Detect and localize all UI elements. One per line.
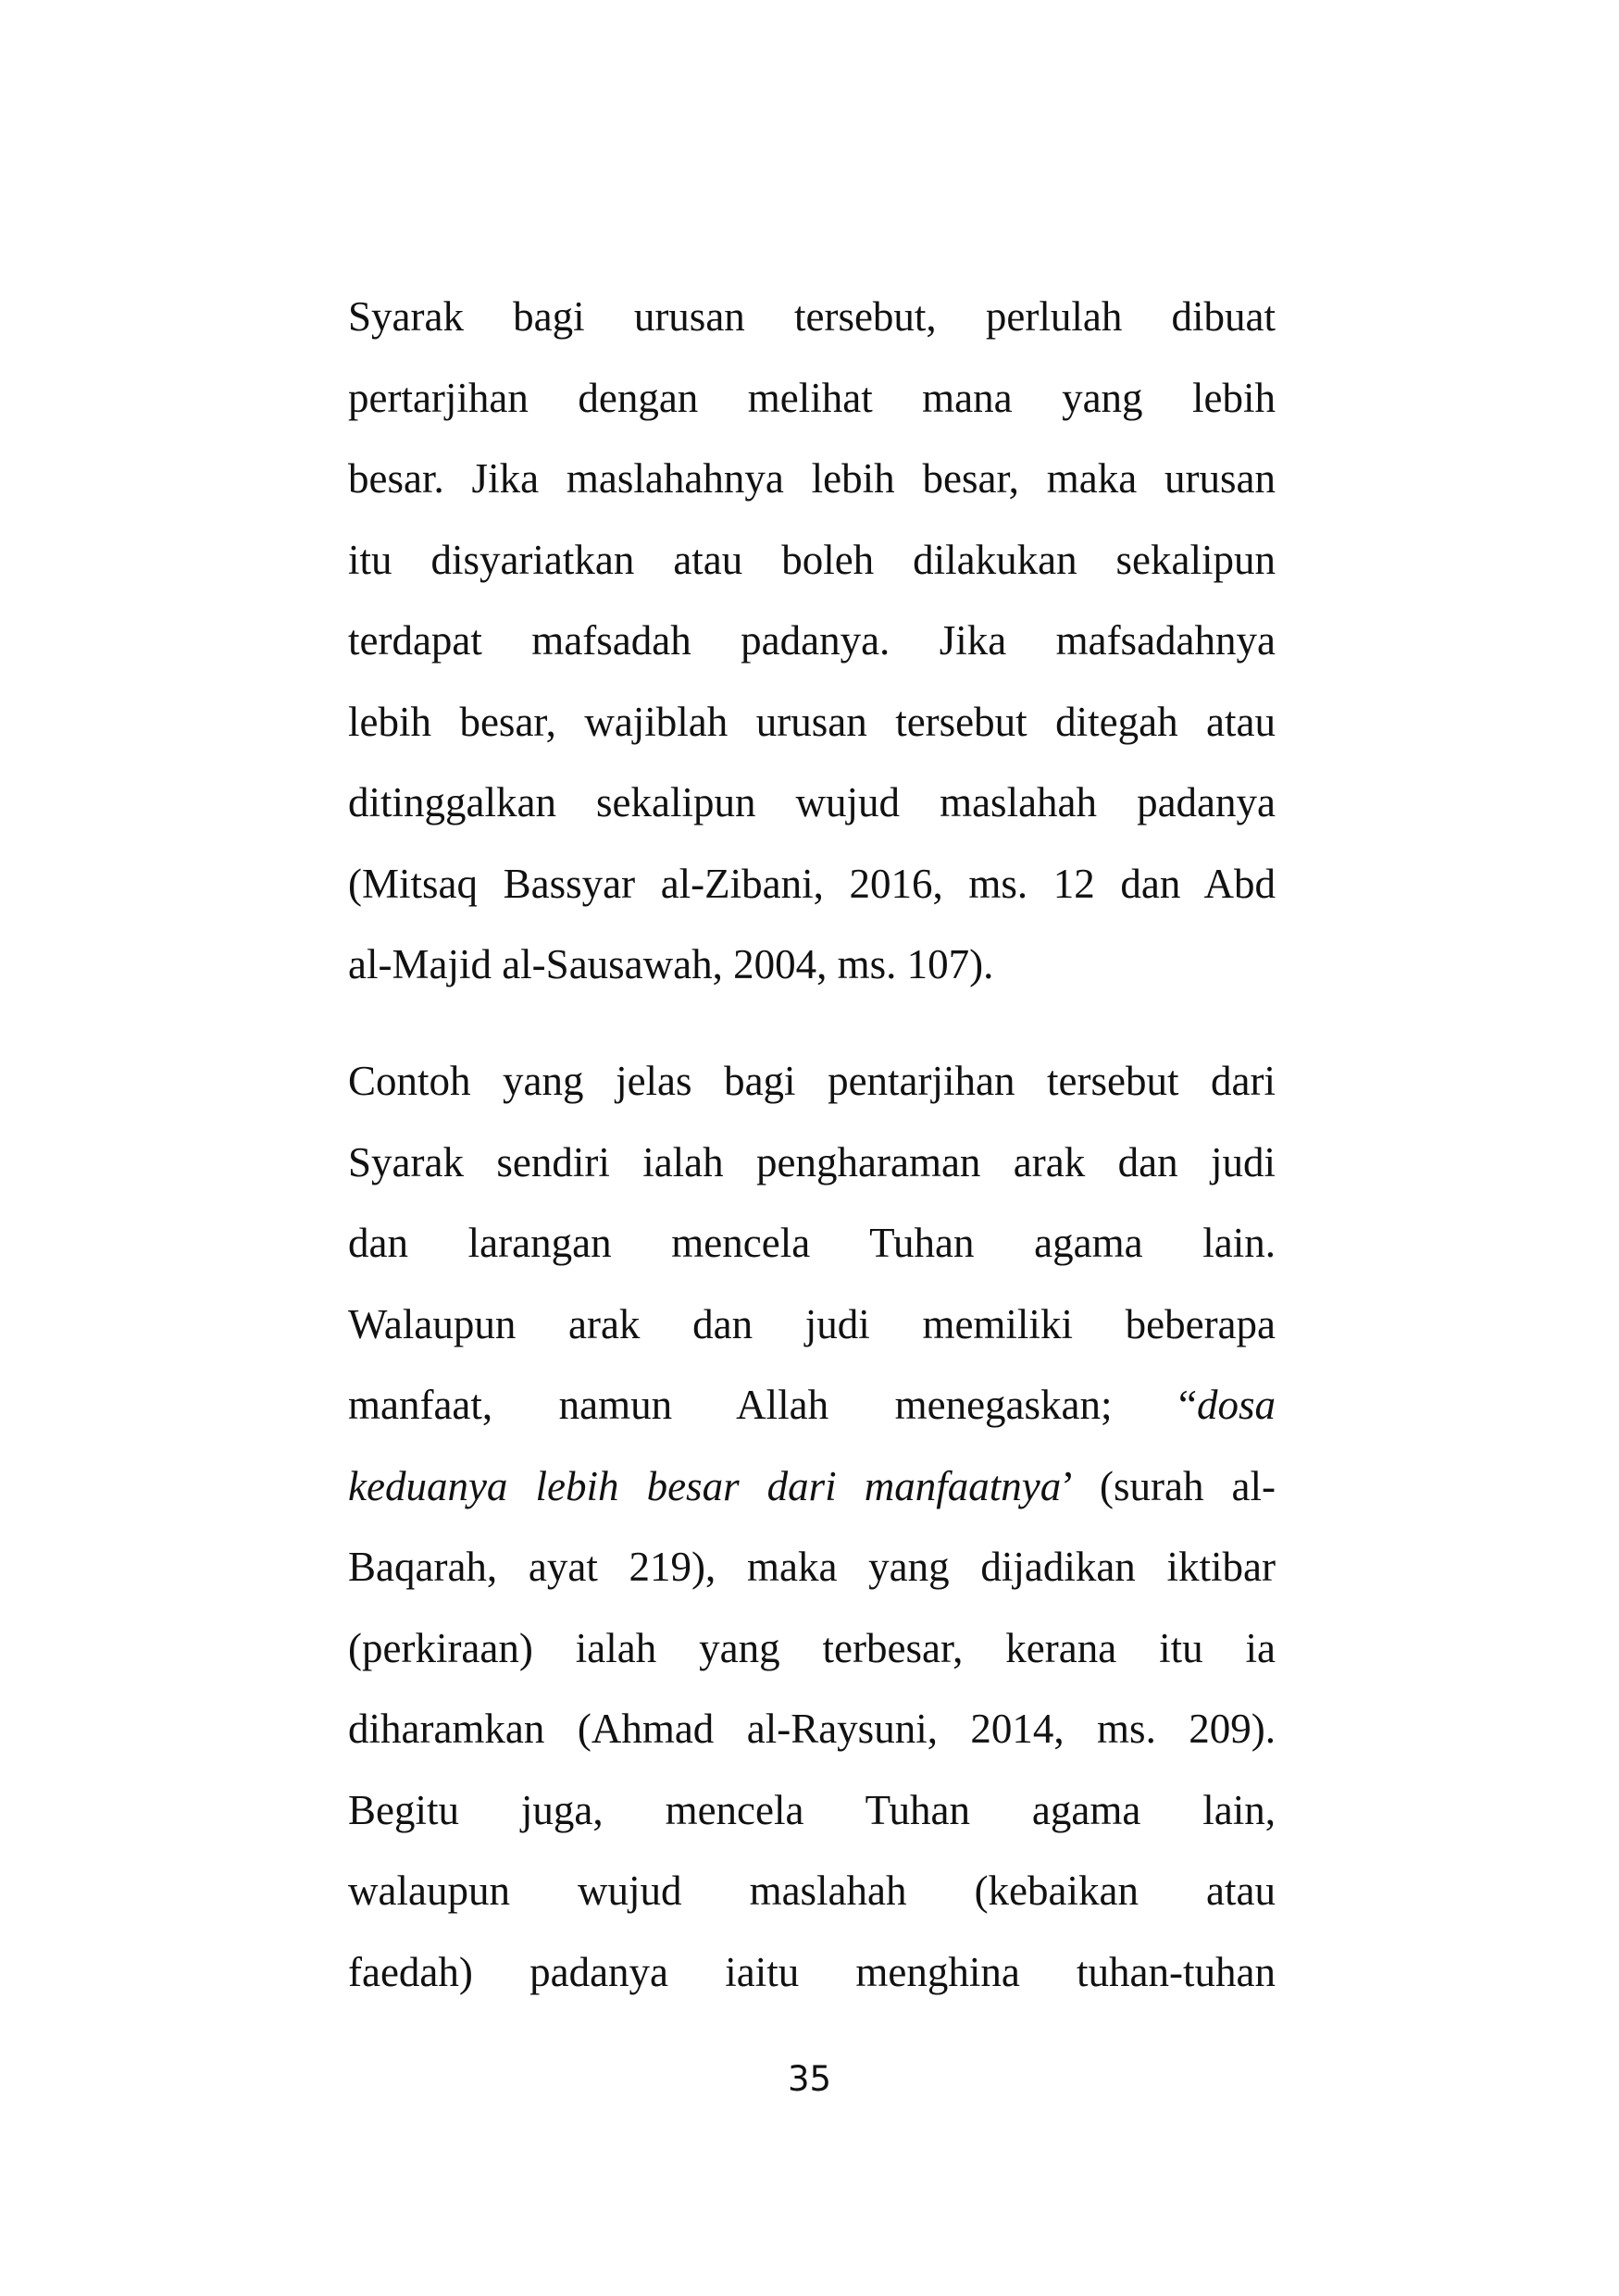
- paragraph-1: [348, 276, 1276, 1005]
- text-line: dan larangan mencela Tuhan agama lain.: [348, 1220, 1276, 1266]
- text-line: (perkiraan) ialah yang terbesar, kerana itu ia: [348, 1624, 1276, 1671]
- text-line: faedah) padanya iaitu menghina tuhan-tuhan: [348, 1948, 1276, 1995]
- text-line: Begitu juga, mencela Tuhan agama lain,: [348, 1786, 1276, 1833]
- text-line: Syarak bagi urusan tersebut, perlulah dibuat: [348, 293, 1276, 340]
- text-line: besar. Jika maslahahnya lebih besar, maka urusan: [348, 455, 1276, 502]
- text-line: ditinggalkan sekalipun wujud maslahah padanya: [348, 779, 1276, 825]
- text-line: Baqarah, ayat 219), maka yang dijadikan iktibar: [348, 1544, 1276, 1590]
- text-segment: manfaat, namun Allah menegaskan; “: [348, 1382, 1197, 1428]
- text-line-with-quote: [348, 1364, 1276, 1446]
- text-line: al-Majid al-Sausawah, 2004, ms. 107).: [348, 941, 994, 987]
- text-line: diharamkan (Ahmad al-Raysuni, 2014, ms. 209).: [348, 1706, 1276, 1752]
- text-line: (Mitsaq Bassyar al-Zibani, 2016, ms. 12 dan Abd: [348, 860, 1276, 907]
- text-line: walaupun wujud maslahah (kebaikan atau: [348, 1868, 1276, 1914]
- quoted-verse-text: dosa: [1196, 1382, 1276, 1428]
- paragraph-2: [348, 1040, 1276, 2012]
- text-line: Contoh yang jelas bagi pentarjihan tersebut dari: [348, 1058, 1276, 1104]
- page-number: 35: [787, 2059, 832, 2099]
- text-line: pertarjihan dengan melihat mana yang lebih: [348, 374, 1276, 421]
- text-line: Walaupun arak dan judi memiliki beberapa: [348, 1300, 1276, 1347]
- text-line: terdapat mafsadah padanya. Jika mafsadahnya: [348, 617, 1276, 664]
- text-segment: ’ (surah al-: [1061, 1462, 1276, 1509]
- text-line: itu disyariatkan atau boleh dilakukan sekalipun: [348, 536, 1276, 583]
- text-line-with-quote: [348, 1446, 1276, 1527]
- quoted-verse-text: keduanya lebih besar dari manfaatnya: [348, 1462, 1062, 1509]
- text-line: Syarak sendiri ialah pengharaman arak dan judi: [348, 1138, 1276, 1185]
- text-line: lebih besar, wajiblah urusan tersebut ditegah atau: [348, 698, 1276, 745]
